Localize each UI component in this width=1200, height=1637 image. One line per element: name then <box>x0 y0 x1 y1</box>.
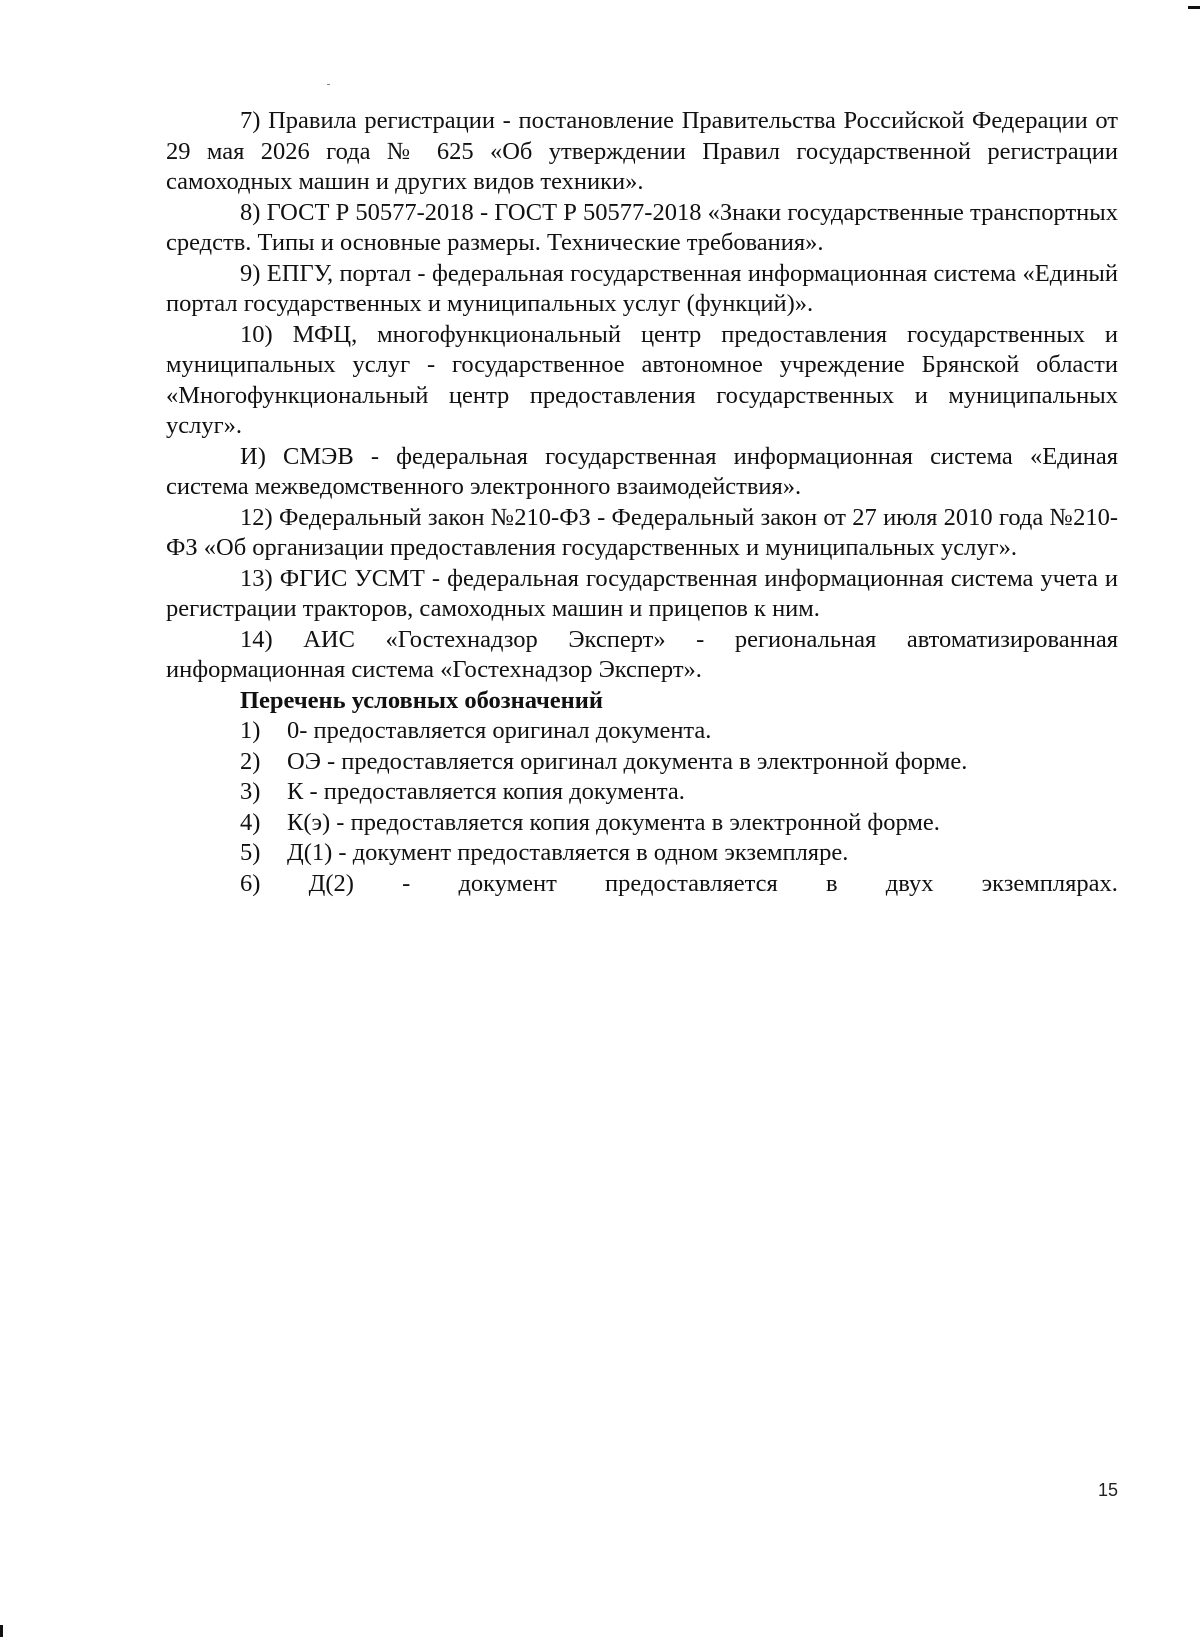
legend-item <box>166 808 1118 839</box>
legend-item-word: - <box>402 869 411 897</box>
legend-item-number: 1) <box>240 717 261 744</box>
definition-14: 14) АИС «Гостехнадзор Эксперт» - региональная автоматизированная информационная система «Гостехнадзор Эксперт». <box>166 625 1118 683</box>
legend-item-text: Д(1) - документ предоставляется в одном экземпляре. <box>287 839 849 866</box>
legend-item-number: 2) <box>240 747 261 775</box>
legend-item <box>166 747 1118 778</box>
definition-8: 8) ГОСТ Р 50577-2018 - ГОСТ Р 50577-2018 «Знаки государственные транспортных средств. Типы и основные размеры. Технические требования». <box>166 198 1118 256</box>
legend-item-text: 0- предоставляется оригинал документа. <box>287 717 712 744</box>
legend-item <box>166 838 1118 869</box>
scan-edge-mark <box>0 1625 3 1637</box>
legend-item-word: экземплярах. <box>981 869 1118 897</box>
legend-item <box>166 777 1118 808</box>
page-number: 15 <box>1098 1480 1119 1500</box>
definition-9: 9) ЕПГУ, портал - федеральная государственная информационная система «Единый портал государственных и муниципальных услуг (функций)». <box>166 259 1118 317</box>
legend-item-number: 5) <box>240 839 261 866</box>
definition-13: 13) ФГИС УСМТ - федеральная государственная информационная система учета и регистрации тракторов, самоходных машин и прицепов к ним. <box>166 564 1118 622</box>
document-body <box>166 106 1118 899</box>
legend-item-text: К(э) - предоставляется копия документа в электронной форме. <box>287 808 940 836</box>
scan-speck <box>327 84 330 85</box>
definition-10: 10) МФЦ, многофункциональный центр предоставления государственных и муниципальных услуг - государственное автономное учреждение Брянской области «Многофункциональный центр предоставления государственных и муниципальных услуг». <box>166 320 1118 439</box>
legend-item-number: 3) <box>240 778 261 805</box>
legend-item-word: Д(2) <box>308 869 354 897</box>
legend-item <box>166 716 1118 747</box>
scan-edge-mark <box>1188 6 1200 9</box>
definition-12: 12) Федеральный закон №210-ФЗ - Федеральный закон от 27 июля 2010 года №210-ФЗ «Об организации предоставления государственных и муниципальных услуг». <box>166 503 1118 561</box>
legend-item-last <box>166 869 1118 900</box>
legend-item-number: 6) <box>240 869 261 897</box>
legend-item-word: в <box>825 869 838 897</box>
legend-item-number: 4) <box>240 808 261 836</box>
legend-item-word: документ <box>458 869 557 897</box>
legend-heading: Перечень условных обозначений <box>240 686 604 714</box>
definition-7: 7) Правила регистрации - постановление Правительства Российской Федерации от 29 мая 2026 года № 625 «Об утверждении Правил государственной регистрации самоходных машин и других видов техники». <box>166 107 1118 195</box>
legend-item-text: К - предоставляется копия документа. <box>287 778 685 805</box>
legend-item-word: двух <box>885 869 934 897</box>
legend-item-text: ОЭ - предоставляется оригинал документа в электронной форме. <box>287 747 968 775</box>
definition-11: И) СМЭВ - федеральная государственная информационная система «Единая система межведомственного электронного взаимодействия». <box>166 442 1118 500</box>
legend-item-word: предоставляется <box>605 869 778 897</box>
